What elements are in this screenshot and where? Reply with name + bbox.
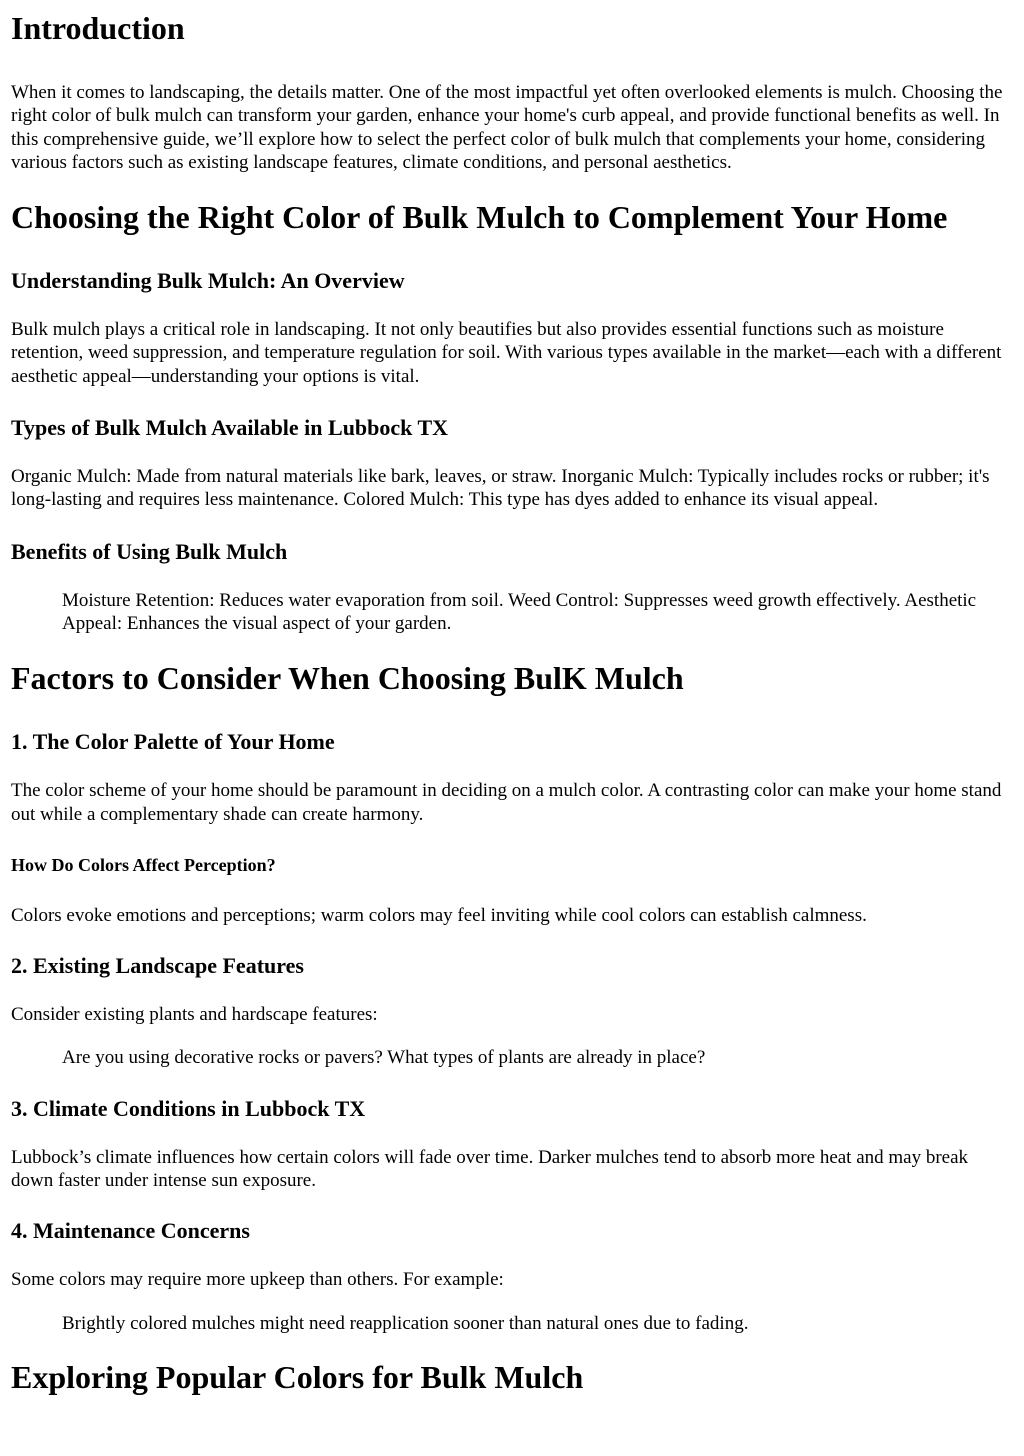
intro-paragraph: When it comes to landscaping, the details matter. One of the most impactful yet often overlooked elements is mulch. Choosing the right color of bulk mulch can transform your garden, enhance your home's curb appeal, and provide functional benefits as well. In this comprehensive guide, we’ll explore how to select the perfect color of bulk mulch that complements your home, considering various factors such as existing landscape features, climate conditions, and personal aesthetics. — [11, 82, 1003, 173]
types-paragraph: Organic Mulch: Made from natural materials like bark, leaves, or straw. Inorganic Mulch: Typically includes rocks or rubber; it's long-lasting and requires less maintenance. Colored Mulch: This type has dyes added to enhance its visual appeal. — [11, 466, 990, 511]
popular-heading: Exploring Popular Colors for Bulk Mulch — [11, 1358, 584, 1395]
overview-paragraph: Bulk mulch plays a critical role in landscaping. It not only beautifies but also provides essential functions such as moisture retention, weed suppression, and temperature regulation for soil. With various types available in the market—each with a different aesthetic appeal—understanding your options is vital. — [11, 319, 1002, 387]
maintenance-paragraph: Some colors may require more upkeep than others. For example: — [11, 1269, 504, 1291]
perception-paragraph: Colors evoke emotions and perceptions; warm colors may feel inviting while cool colors can establish calmness. — [11, 904, 867, 926]
palette-heading: 1. The Color Palette of Your Home — [11, 729, 335, 755]
main-heading: Choosing the Right Color of Bulk Mulch to Complement Your Home — [11, 199, 948, 236]
maintenance-quote: Brightly colored mulches might need reapplication sooner than natural ones due to fading. — [62, 1312, 749, 1334]
factors-heading: Factors to Consider When Choosing BulK Mulch — [11, 660, 684, 697]
benefits-quote: Moisture Retention: Reduces water evaporation from soil. Weed Control: Suppresses weed growth effectively. Aesthetic Appeal: Enhances the visual aspect of your garden. — [62, 589, 977, 634]
types-heading: Types of Bulk Mulch Available in Lubbock TX — [11, 415, 449, 441]
palette-paragraph: The color scheme of your home should be paramount in deciding on a mulch color. A contrasting color can make your home stand out while a complementary shade can create harmony. — [11, 780, 1002, 825]
intro-heading: Introduction — [11, 10, 185, 46]
climate-paragraph: Lubbock’s climate influences how certain colors will fade over time. Darker mulches tend to absorb more heat and may break down faster under intense sun exposure. — [11, 1146, 969, 1192]
perception-heading: How Do Colors Affect Perception? — [11, 854, 276, 875]
maintenance-heading: 4. Maintenance Concerns — [11, 1218, 250, 1244]
landscape-paragraph: Consider existing plants and hardscape features: — [11, 1004, 378, 1026]
landscape-quote: Are you using decorative rocks or pavers? What types of plants are already in place? — [62, 1047, 706, 1069]
landscape-heading: 2. Existing Landscape Features — [11, 953, 304, 979]
overview-heading: Understanding Bulk Mulch: An Overview — [11, 268, 405, 294]
article — [0, 10, 1024, 1395]
benefits-heading: Benefits of Using Bulk Mulch — [11, 538, 288, 564]
climate-heading: 3. Climate Conditions in Lubbock TX — [11, 1095, 366, 1121]
